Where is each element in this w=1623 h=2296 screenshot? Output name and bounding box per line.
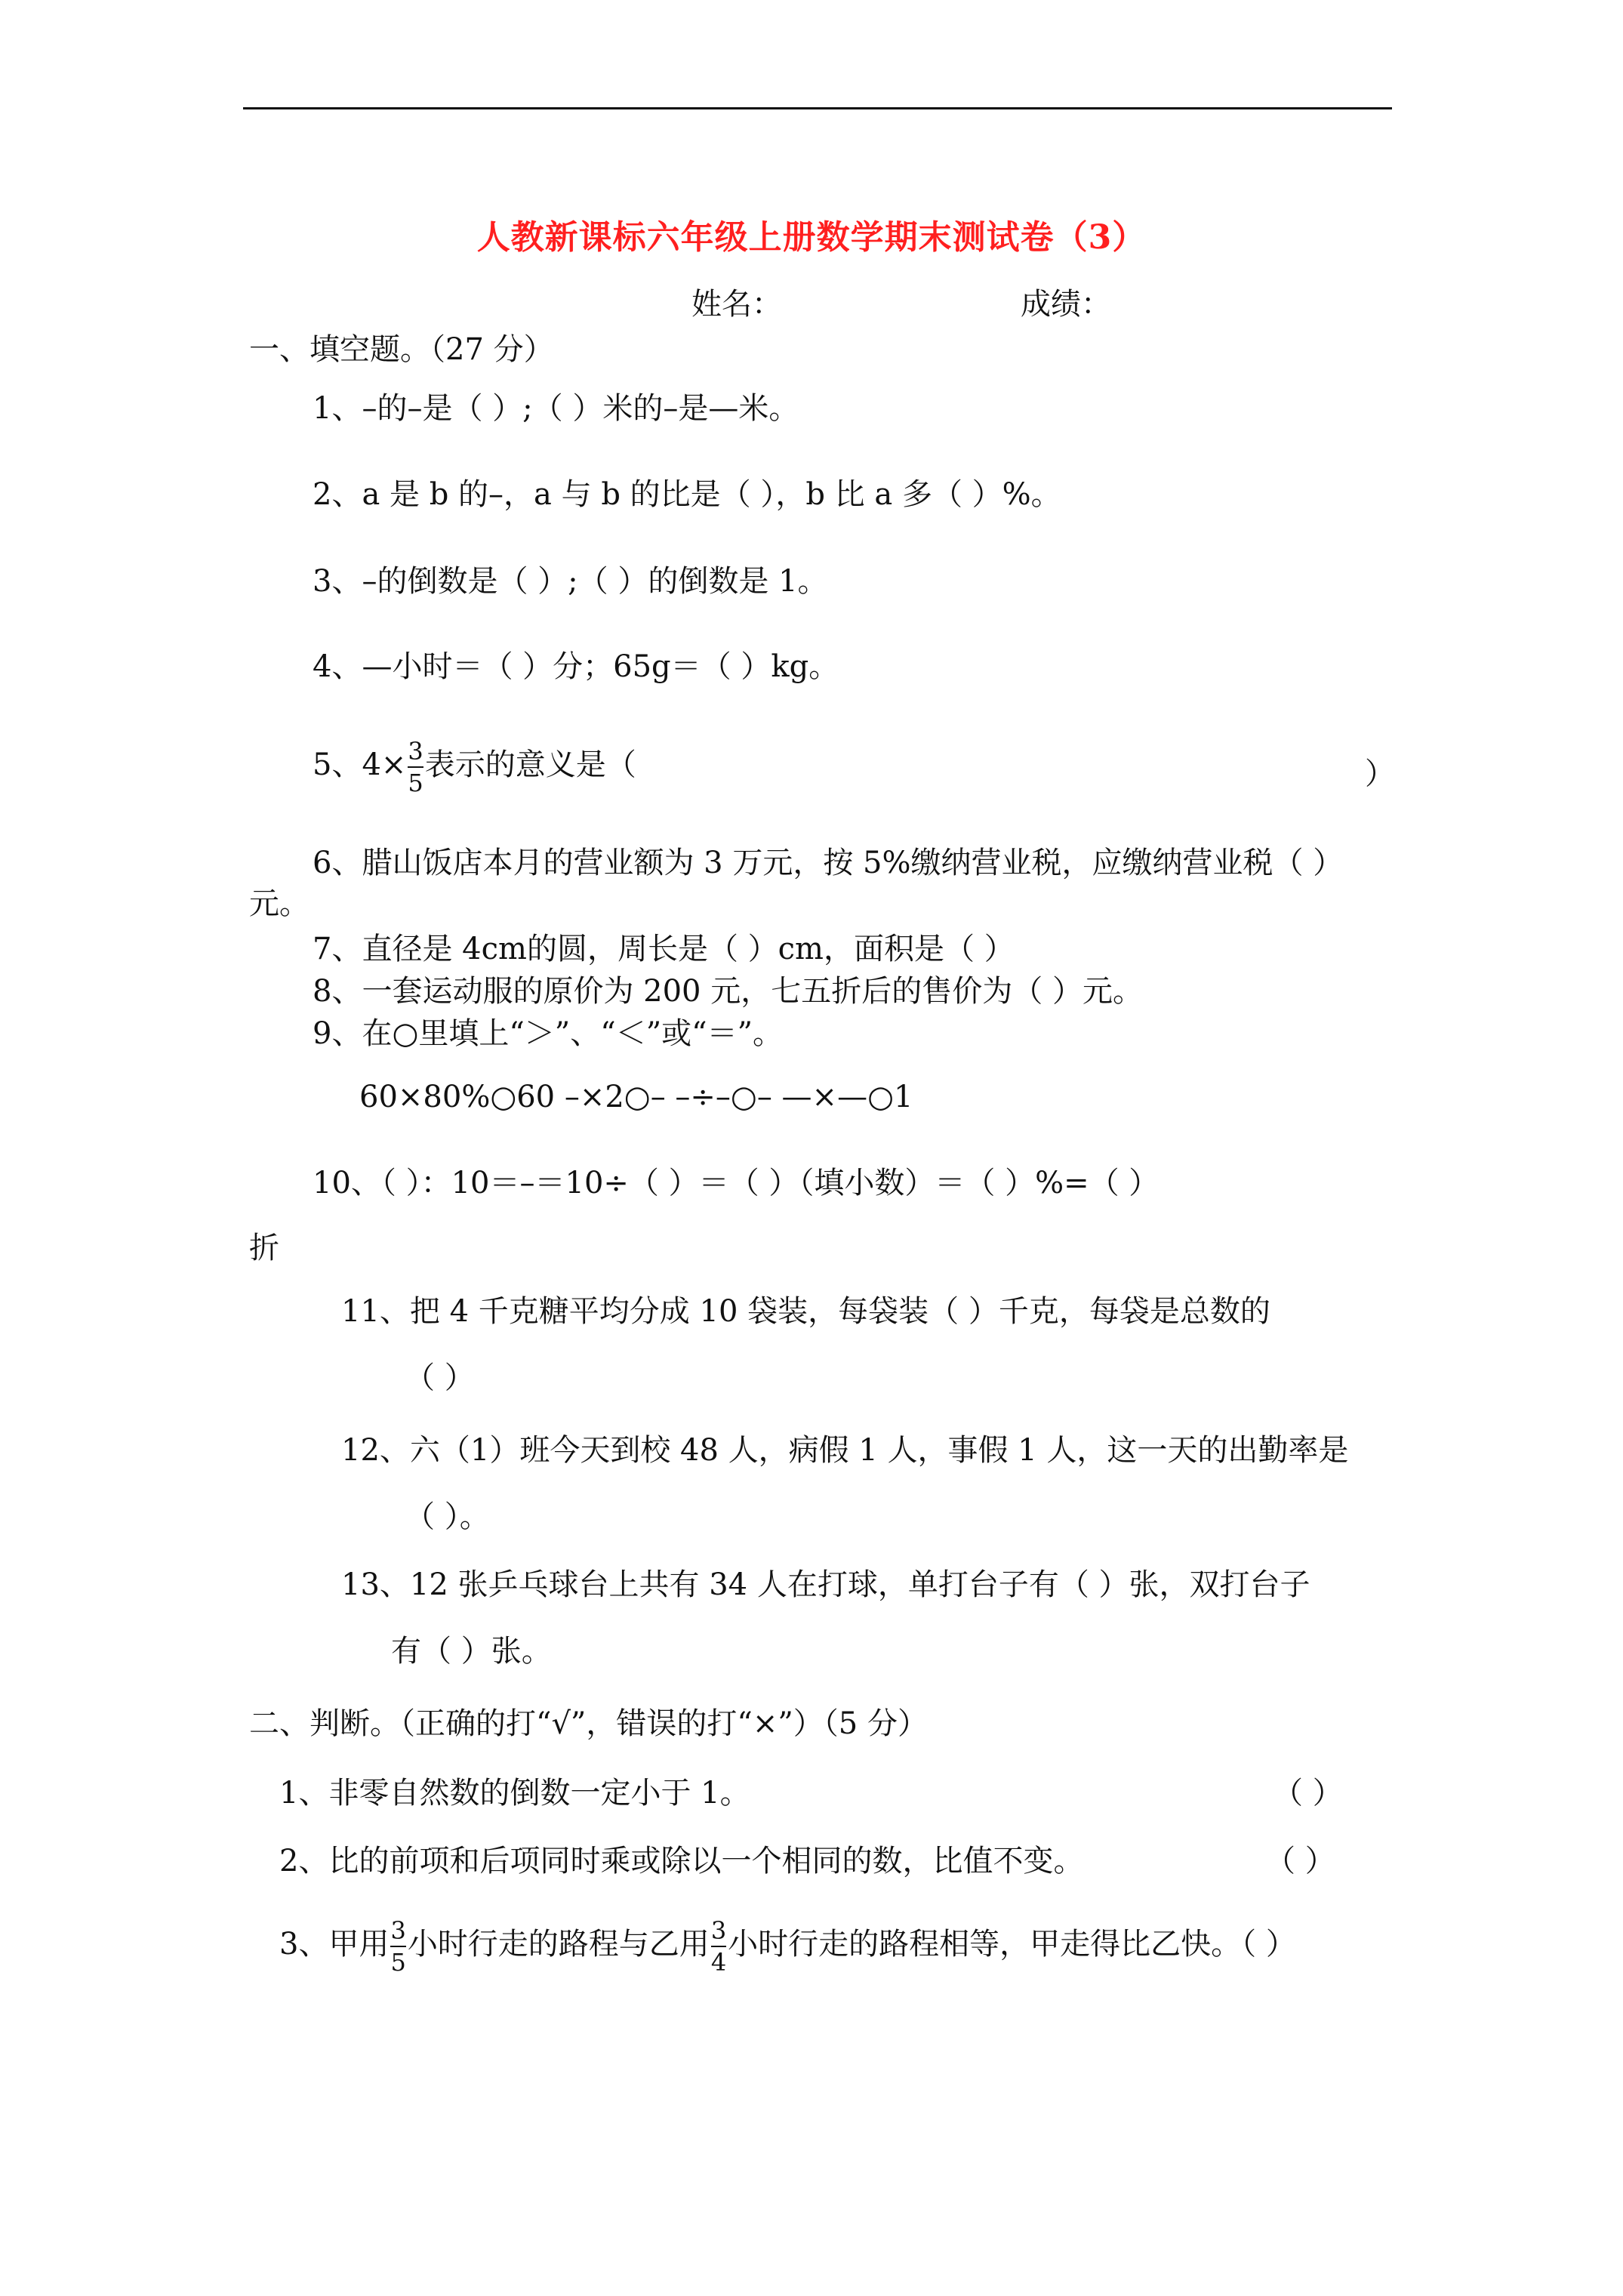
judge-2: 2、比的前项和后项同时乘或除以一个相同的数，比值不变。 [279,1844,1084,1878]
question-12: 12、六（1）班今天到校 48 人，病假 1 人，事假 1 人，这一天的出勤率是 [341,1433,1349,1468]
fraction-numerator: 3 [408,737,423,766]
question-4: 4、—小时＝（ ）分；65g＝（ ）kg。 [313,649,839,684]
question-13-cont: 有（ ）张。 [391,1634,552,1669]
fraction [711,1915,726,1977]
question-12-cont: （ ）。 [405,1499,490,1534]
question-5-prefix: 5、4× [313,747,407,782]
fraction-numerator: 3 [710,1916,727,1945]
question-8: 8、一套运动服的原价为 200 元，七五折后的售价为（ ）元。 [313,974,1143,1009]
fraction [408,736,423,798]
fraction-numerator: 3 [390,1916,406,1945]
score-label: 成绩： [1021,287,1111,322]
question-5-close: ） [1365,757,1395,791]
question-13: 13、12 张乒乓球台上共有 34 人在打球，单打台子有（ ）张，双打台子 [341,1567,1310,1602]
fraction-denominator: 4 [710,1948,727,1977]
question-6: 6、腊山饭店本月的营业额为 3 万元，按 5%缴纳营业税，应缴纳营业税（ ） [313,846,1344,880]
question-3: 3、–的倒数是（ ）;（ ）的倒数是 1。 [313,564,828,599]
question-9: 9、在○里填上“＞”、“＜”或“＝”。 [313,1016,784,1051]
question-11-cont: （ ） [405,1361,475,1395]
question-7: 7、直径是 4cm的圆，周长是（ ）cm，面积是（ ） [313,932,1015,966]
question-2: 2、a 是 b 的–，a 与 b 的比是（ ），b 比 a 多（ ）%。 [313,477,1061,512]
question-10-cont: 折 [249,1231,279,1265]
judge-3-prefix: 3、甲用 [279,1927,390,1962]
section1-heading: 一、填空题。（27 分） [249,332,554,367]
question-6-cont: 元。 [249,886,310,921]
judge-3-middle: 小时行走的路程与乙用 [407,1927,710,1962]
judge-3 [279,1910,1296,1978]
question-5-text: 表示的意义是（ [424,747,636,782]
fraction-denominator: 5 [408,769,423,797]
fraction-denominator: 5 [390,1948,406,1977]
question-10: 10、（ ）：10＝–＝10÷（ ）＝（ ）（填小数）＝（ ）%=（ ） [313,1166,1160,1200]
judge-1: 1、非零自然数的倒数一定小于 1。 [279,1776,750,1811]
judge-1-paren: （ ） [1273,1776,1343,1811]
question-5 [313,731,636,799]
page-title: 人教新课标六年级上册数学期末测试卷（3） [476,218,1147,257]
question-9-items: 60×80%○60 –×2○– –÷–○– —×—○1 [359,1080,913,1114]
fraction [390,1915,405,1977]
judge-3-suffix: 小时行走的路程相等，甲走得比乙快。（ ） [728,1927,1296,1962]
header-rule [243,107,1392,109]
name-label: 姓名： [691,287,782,322]
question-11: 11、把 4 千克糖平均分成 10 袋装，每袋装（ ）千克，每袋是总数的 [341,1294,1270,1329]
judge-2-paren: （ ） [1265,1844,1335,1878]
section2-heading: 二、判断。（正确的打“√”，错误的打“×”）（5 分） [249,1706,928,1741]
question-1: 1、–的–是（ ）;（ ）米的–是—米。 [313,391,799,426]
